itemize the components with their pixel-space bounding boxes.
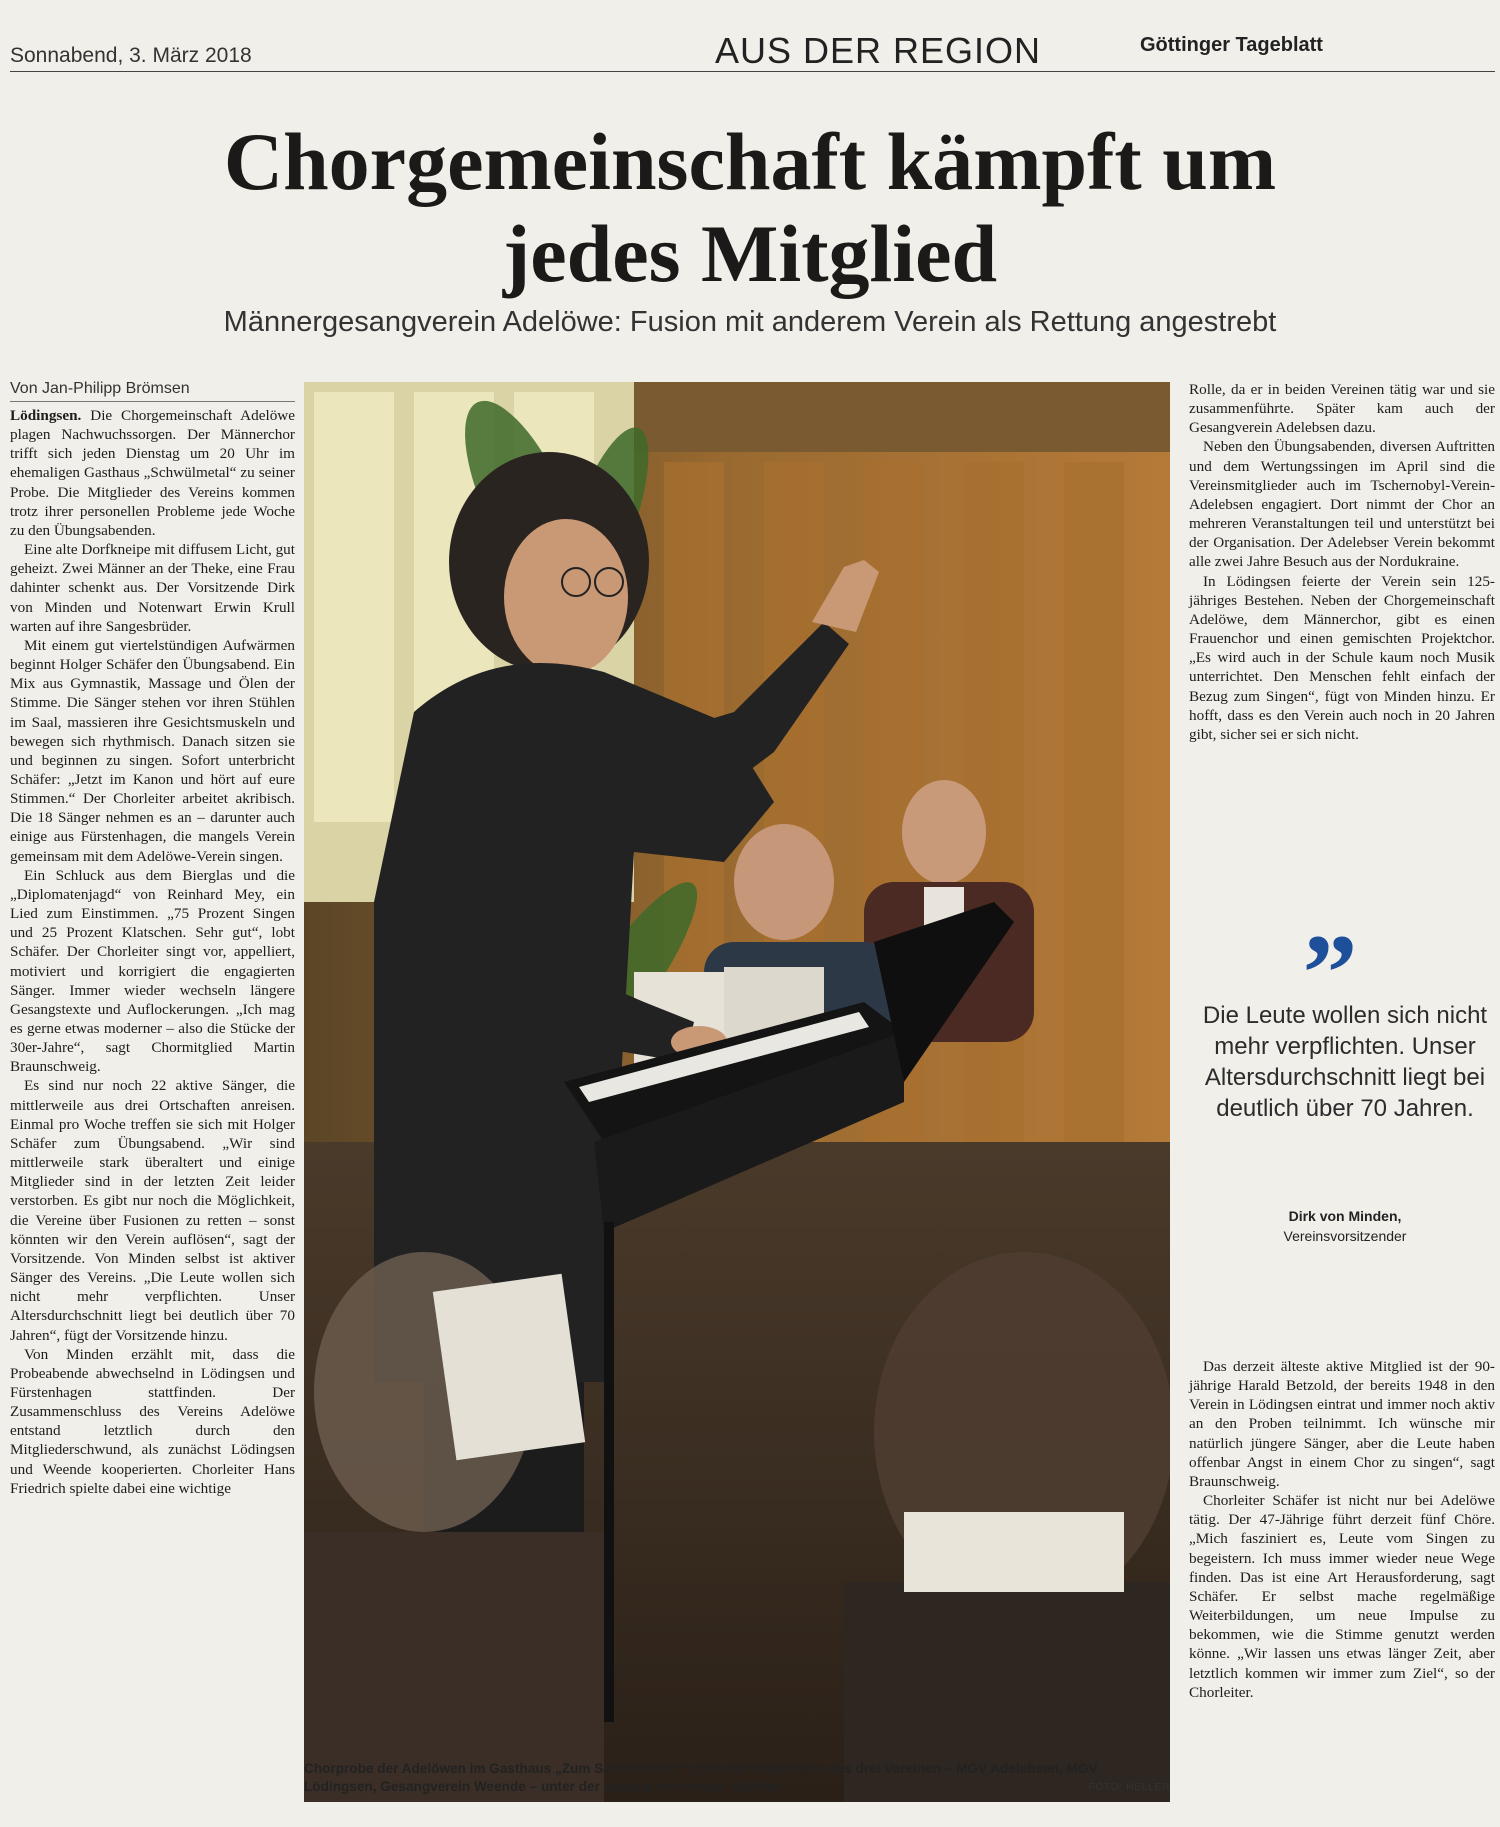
paragraph: Ein Schluck aus dem Bierglas und die „Diplomatenjagd“ von Reinhard Mey, ein Lied zum Einstimmen. „75 Prozent Singen und 25 Prozent Klatschen. Sehr gut“, lobt Schäfer. Der Chorleiter singt vor, appelliert, motiviert und korrigiert die engagierten Sänger. Immer wieder wechseln längere Gesangstexte und Auflockerungen. „Ich mag es gerne etwas moderner – also die Stücke der 30er-Jahre“, sagt Chormitglied Martin Braunschweig. — [10, 866, 295, 1076]
paragraph: In Lödingsen feierte der Verein sein 125-jähriges Bestehen. Neben der Chorgemeinschaft Adelöwe, dem Männerchor, gibt es einen Frauenchor und einen gemischten Projektchor. „Es wird auch in der Schule kaum noch Musik unterrichtet. Den Menschen fehlt einfach der Bezug zum Singen“, fügt von Minden hinzu. Er hofft, dass es den Verein auch noch in 20 Jahren gibt, sicher sei er sich nicht. — [1189, 572, 1495, 743]
header-rule — [10, 71, 1495, 72]
caption-text: Chorprobe der Adelöwen im Gasthaus „Zum Schwülmetal“: Chor mit Mitgliedern aus drei Vereinen – MGV Adelebsen, MGV Lödingsen, Gesangverein Weende – unter der Leitung von Holger Schäfer. — [304, 1761, 1098, 1794]
photo-caption — [304, 1760, 1170, 1796]
right-column-top — [1189, 380, 1495, 744]
headline: Chorgemeinschaft kämpft um jedes Mitglied — [223, 116, 1277, 299]
paragraph: Eine alte Dorfkneipe mit diffusem Licht, gut geheizt. Zwei Männer an der Theke, eine Frau dahinter schenkt aus. Der Vorsitzende Dirk von Minden und Notenwart Erwin Krull warten auf ihre Sangesbrüder. — [10, 541, 295, 635]
paragraph: Das derzeit älteste aktive Mitglied ist der 90-jährige Harald Betzold, der bereits 1948 in den Verein in Lödingsen eintrat und immer noch aktiv an den Proben teilnimmt. Ich wünsche mir natürlich jüngere Sänger, aber die Leute haben offenbar Angst in einem Chor zu singen“, sagt Braunschweig. — [1189, 1358, 1495, 1490]
paragraph: Lödingsen. Die Chorgemeinschaft Adelöwe plagen Nachwuchssorgen. Der Männerchor trifft sich jeden Dienstag um 20 Uhr im ehemaligen Gasthaus „Schwülmetal“ zu seiner Probe. Die Mitglieder des Vereins kommen trotz ihrer personellen Probleme jede Woche zu den Übungsabenden. — [10, 407, 296, 539]
pull-quote: Die Leute wollen sich nicht mehr verpflichten. Unser Altersdurchschnitt liegt bei deutlich über 70 Jahren. — [1202, 1002, 1488, 1122]
paragraph: Chorleiter Schäfer ist nicht nur bei Adelöwe tätig. Der 47-Jährige führt derzeit fünf Chöre. „Mich fasziniert es, Leute vom Singen zu begeistern. Ich muss immer wieder neue Wege finden. Das ist eine Art Herausforderung, sagt Schäfer. Er selbst mache regelmäßige Weiterbildungen, um neue Impulse zu bekommen, wie die Stimme genutzt werden könne. „Wir lassen uns etwas länger Zeit, aber letztlich kommen wir immer zum Ziel“, so der Chorleiter. — [1189, 1492, 1495, 1701]
issue-date: Sonnabend, 3. März 2018 — [10, 44, 252, 67]
article-photo — [304, 382, 1170, 1802]
quote-mark-icon: ” — [1302, 912, 1358, 1034]
choir-rehearsal-photo — [304, 382, 1170, 1802]
photo-credit: FOTO: HELLER — [1088, 1781, 1170, 1793]
paragraph: Von Minden erzählt mit, dass die Probeabende abwechselnd in Lödingsen und Fürstenhagen stattfinden. Der Zusammenschluss des Vereins Adelöwe entstand letztlich durch den Mitgliederschwund, als zunächst Lödingsen und Weende kooperierten. Chorleiter Hans Friedrich spielte dabei eine wichtige — [10, 1345, 295, 1497]
paragraph: Neben den Übungsabenden, diversen Auftritten und dem Wertungssingen im April sind die Vereinsmitglieder auch im Tschernobyl-Verein-Adelebsen engagiert. Dort nimmt der Chor an mehreren Veranstaltungen teil und unterstützt bei der Organisation. Der Adelebser Verein bekommt alle zwei Jahre Besuch aus der Nordukraine. — [1189, 438, 1495, 571]
paragraph: Rolle, da er in beiden Vereinen tätig war und sie zusammenführte. Später kam auch der Gesangverein Adelebsen dazu. — [1189, 381, 1495, 437]
dateline: Lödingsen. — [10, 407, 82, 424]
subheadline: Männergesangverein Adelöwe: Fusion mit anderem Verein als Rettung angestrebt — [223, 306, 1277, 338]
quote-role: Vereinsvorsitzender — [1283, 1228, 1407, 1244]
byline-rule — [10, 401, 295, 402]
left-column — [10, 406, 295, 1498]
quote-author: Dirk von Minden, — [1288, 1208, 1402, 1224]
section-title: AUS DER REGION — [715, 30, 1042, 71]
paragraph: Mit einem gut viertelstündigen Aufwärmen beginnt Holger Schäfer den Übungsabend. Ein Mix aus Gymnastik, Massage und Ölen der Stimme. Die Sänger stehen vor ihren Stühlen im Saal, massieren ihre Gesichtsmuskeln und bewegen sich rhythmisch. Danach sitzen sie und beginnen zu singen. Sofort unterbricht Schäfer: „Jetzt im Kanon und hört auf eure Stimmen.“ Der Chorleiter arbeitet akribisch. Die 18 Sänger nehmen es an – darunter auch einige aus Fürstenhagen, die mangels Verein gemeinsam mit dem Adelöwe-Verein singen. — [10, 636, 295, 865]
newspaper-name: Göttinger Tageblatt — [1140, 34, 1323, 56]
paragraph: Es sind nur noch 22 aktive Sänger, die mittlerweile aus drei Ortschaften anreisen. Einmal pro Woche treffen sie sich mit Holger Schäfer zum Übungsabend. „Wir sind mittlerweile stark überaltert und einige Mitglieder sind in der letzten Zeit leider verstorben. Es gibt nur noch die Möglichkeit, die Vereine über Fusionen zu retten – sonst könnten wir den Verein auflösen“, sagt der Vorsitzende. Von Minden selbst ist aktiver Sänger des Vereins. „Die Leute wollen sich nicht mehr verpflichten. Unser Altersdurchschnitt liegt bei deutlich über 70 Jahren“, fügt der Vorsitzende hinzu. — [10, 1077, 295, 1344]
right-column-bottom — [1189, 1357, 1495, 1702]
byline: Von Jan-Philipp Brömsen — [10, 380, 190, 397]
